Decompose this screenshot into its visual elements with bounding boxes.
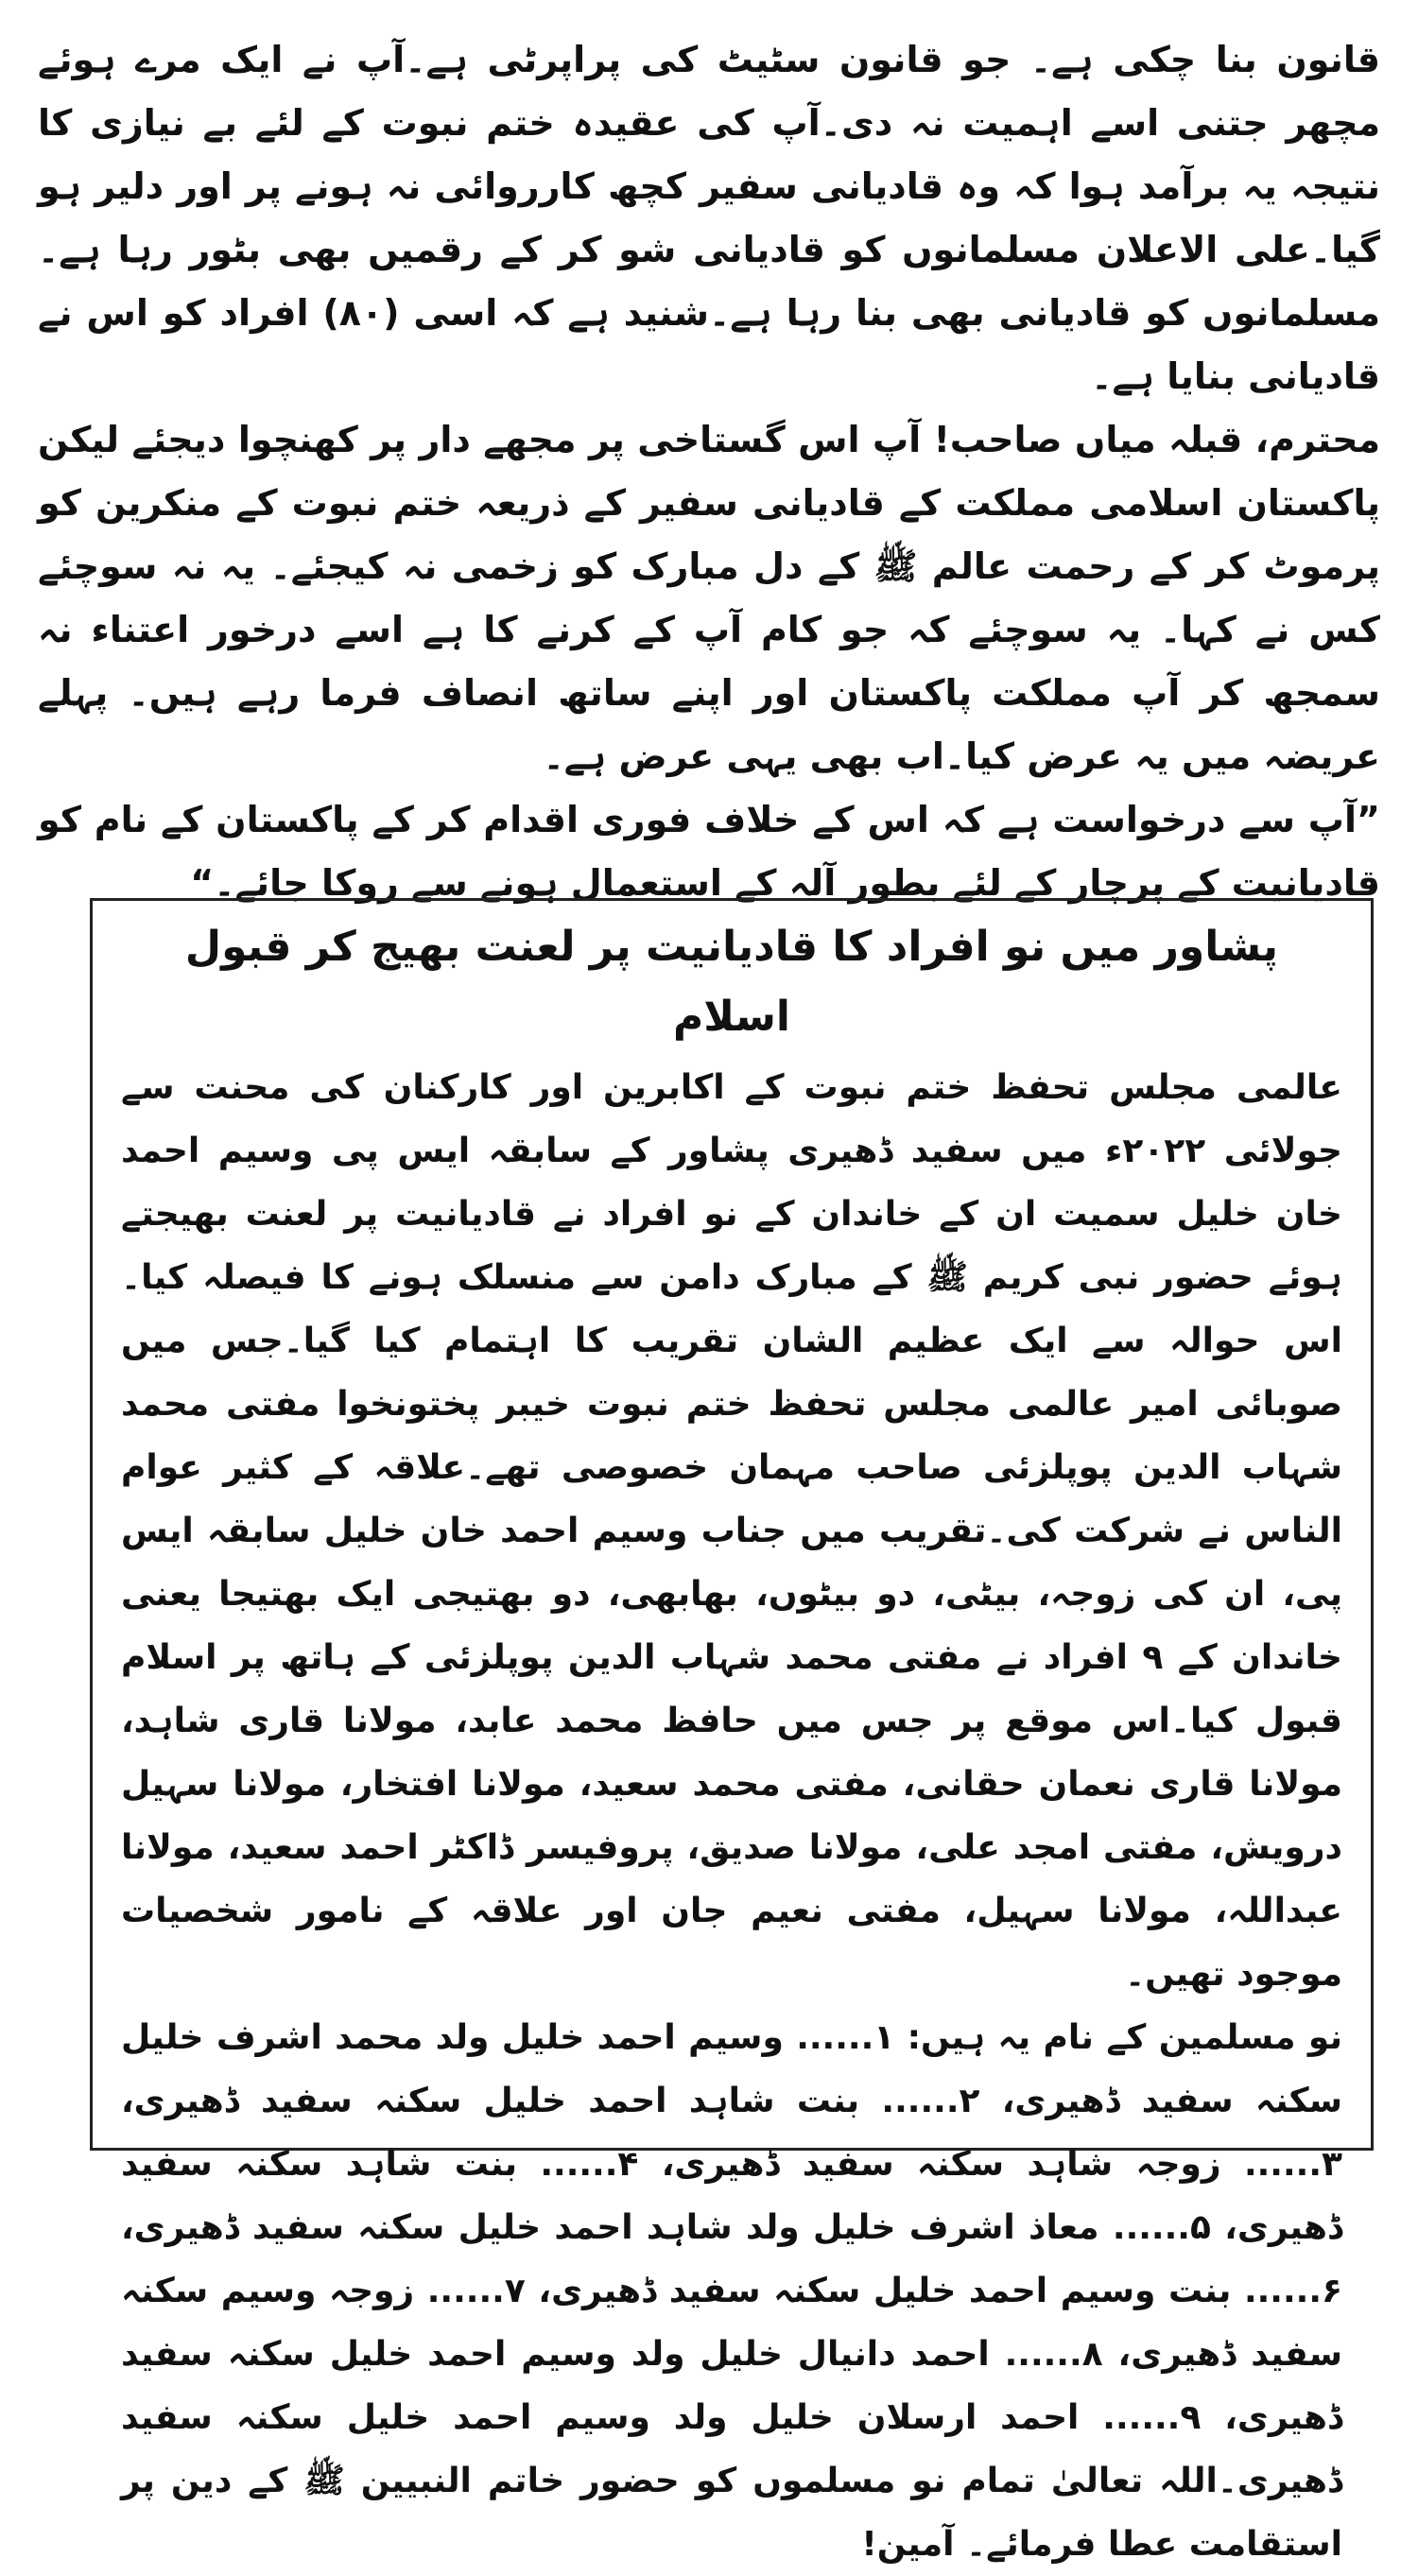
article-text — [38, 28, 1380, 915]
news-names-list: نو مسلمین کے نام یہ ہیں: ۱...... وسیم احمد خلیل ولد محمد اشرف خلیل سکنہ سفید ڈھیری، ۲...... بنت شاہد احمد خلیل سکنہ سفید ڈھیری، ۳...... زوجہ شاہد سکنہ سفید ڈھیری، ۴...... بنت شاہد سکنہ سفید ڈھیری، ۵...... معاذ اشرف خلیل ولد شاہد احمد خلیل سکنہ سفید ڈھیری، ۶...... بنت وسیم احمد خلیل سکنہ سفید ڈھیری، ۷...... زوجہ وسیم سکنہ سفید ڈھیری، ۸...... احمد دانیال خلیل ولد وسیم احمد خلیل سکنہ سفید ڈھیری، ۹...... احمد ارسلان خلیل ولد وسیم احمد خلیل سکنہ سفید ڈھیری۔اللہ تعالیٰ تمام نو مسلموں کو حضور خاتم النبیین ﷺ کے دین پر استقامت عطا فرمائے۔ آمین! — [121, 2018, 1343, 2564]
news-box-body — [121, 1056, 1342, 2576]
article-paragraph: محترم، قبلہ میاں صاحب! آپ اس گستاخی پر مجھے دار پر کھنچوا دیجئے لیکن پاکستان اسلامی مملکت کے قادیانی سفیر کے ذریعہ ختم نبوت کے منکرین کو پرموٹ کر کے رحمت عالم ﷺ کے دل مبارک کو زخمی نہ کیجئے۔ یہ نہ سوچئے کس نے کہا۔ یہ سوچئے کہ جو کام آپ کے کرنے کا ہے اسے درخور اعتناء نہ سمجھ کر آپ مملکت پاکستان اور اپنے ساتھ انصاف فرما رہے ہیں۔ پہلے عریضہ میں یہ عرض کیا۔اب بھی یہی عرض ہے۔ — [38, 419, 1380, 777]
news-box — [90, 898, 1374, 2564]
news-box-title: پشاور میں نو افراد کا قادیانیت پر لعنت بھیج کر قبول اسلام — [184, 923, 1279, 1041]
news-paragraph: عالمی مجلس تحفظ ختم نبوت کے اکابرین اور کارکنان کی محنت سے جولائی ۲۰۲۲ء میں سفید ڈھیری پشاور کے سابقہ ایس پی وسیم احمد خان خلیل سمیت ان کے خاندان کے نو افراد نے قادیانیت پر لعنت بھیجتے ہوئے حضور نبی کریم ﷺ کے مبارک دامن سے منسلک ہونے کا فیصلہ کیا۔اس حوالہ سے ایک عظیم الشان تقریب کا اہتمام کیا گیا۔جس میں صوبائی امیر عالمی مجلس تحفظ ختم نبوت خیبر پختونخوا مفتی محمد شہاب الدین پوپلزئی صاحب مہمان خصوصی تھے۔علاقہ کے کثیر عوام الناس نے شرکت کی۔تقریب میں جناب وسیم احمد خان خلیل سابقہ ایس پی، ان کی زوجہ، بیٹی، دو بیٹوں، بھابھی، دو بھتیجی ایک بھتیجا یعنی خاندان کے ۹ افراد نے مفتی محمد شہاب الدین پوپلزئی کے ہاتھ پر اسلام قبول کیا۔اس موقع پر جس میں حافظ محمد عابد، مولانا قاری شاہد، مولانا قاری نعمان حقانی، مفتی محمد سعید، مولانا افتخار، مولانا سہیل درویش، مفتی امجد علی، مولانا صدیق، پروفیسر ڈاکٹر احمد سعید، مولانا عبداللہ، مولانا سہیل، مفتی نعیم جان اور علاقہ کے نامور شخصیات موجود تھیں۔ — [121, 1068, 1343, 1994]
article-quote: ”آپ سے درخواست ہے کہ اس کے خلاف فوری اقدام کر کے پاکستان کے نام کو قادیانیت کے پرچار کے لئے بطور آلہ کے استعمال ہونے سے روکا جائے۔“ — [38, 799, 1380, 904]
article-paragraph: قانون بنا چکی ہے۔ جو قانون سٹیٹ کی پراپرٹی ہے۔آپ نے ایک مرے ہوئے مچھر جتنی اسے اہمیت نہ دی۔آپ کی عقیدہ ختم نبوت کے لئے بے نیازی کا نتیجہ یہ برآمد ہوا کہ وہ قادیانی سفیر کچھ کارروائی نہ ہونے پر اور دلیر ہو گیا۔علی الاعلان مسلمانوں کو قادیانی شو کر کے رقمیں بھی بٹور رہا ہے۔مسلمانوں کو قادیانی بھی بنا رہا ہے۔شنید ہے کہ اسی (۸۰) افراد کو اس نے قادیانی بنایا ہے۔ — [38, 39, 1380, 397]
